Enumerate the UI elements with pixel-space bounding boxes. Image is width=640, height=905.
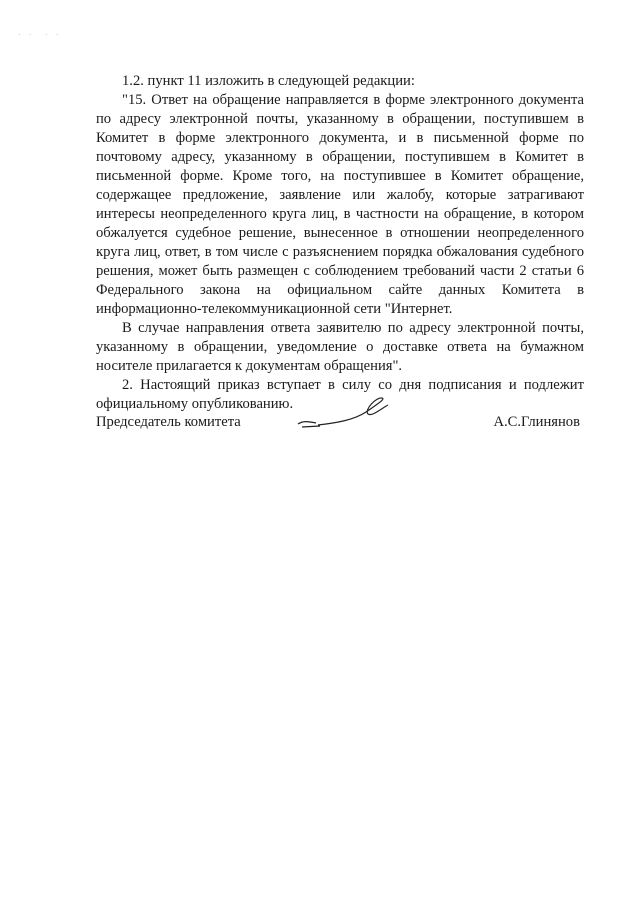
- scan-artifact-mark: · · · ·: [18, 30, 62, 39]
- signature-block: [96, 396, 584, 436]
- handwritten-signature: [296, 396, 396, 436]
- paragraph-amendment-intro: 1.2. пункт 11 изложить в следующей редакции:: [122, 73, 415, 89]
- paragraph-effective-date: 2. Настоящий приказ вступает в силу со дня подписания и подлежит официальному опубликованию.: [96, 377, 584, 412]
- signatory-title: Председатель комитета: [96, 414, 241, 430]
- paragraph-item-15: "15. Ответ на обращение направляется в форме электронного документа по адресу электронной почты, указанному в обращении, поступившем в Комитет в форме электронного документа, и в письменной форме по почтовому адресу, указанному в обращении, поступившем в Комитет в письменной форме. Кроме того, на поступившее в Комитет обращение, содержащее предложение, заявление или жалобу, которые затрагивают интересы неопределенного круга лиц, в частности на обращение, в котором обжалуется судебное решение, вынесенное в отношении неопределенного круга лиц, ответ, в том числе с разъяснением порядка обжалования судебного решения, может быть размещен с соблюдением требований части 2 статьи 6 Федерального закона на официальном сайте данных Комитета в информационно-телекоммуникационной сети "Интернет.: [96, 92, 584, 317]
- paragraph-email-notice: В случае направления ответа заявителю по адресу электронной почты, указанному в обращении, уведомление о доставке ответа на бумажном носителе прилагается к документам обращения".: [96, 320, 584, 374]
- document-body: [96, 72, 584, 414]
- signatory-name: А.С.Глинянов: [493, 414, 580, 430]
